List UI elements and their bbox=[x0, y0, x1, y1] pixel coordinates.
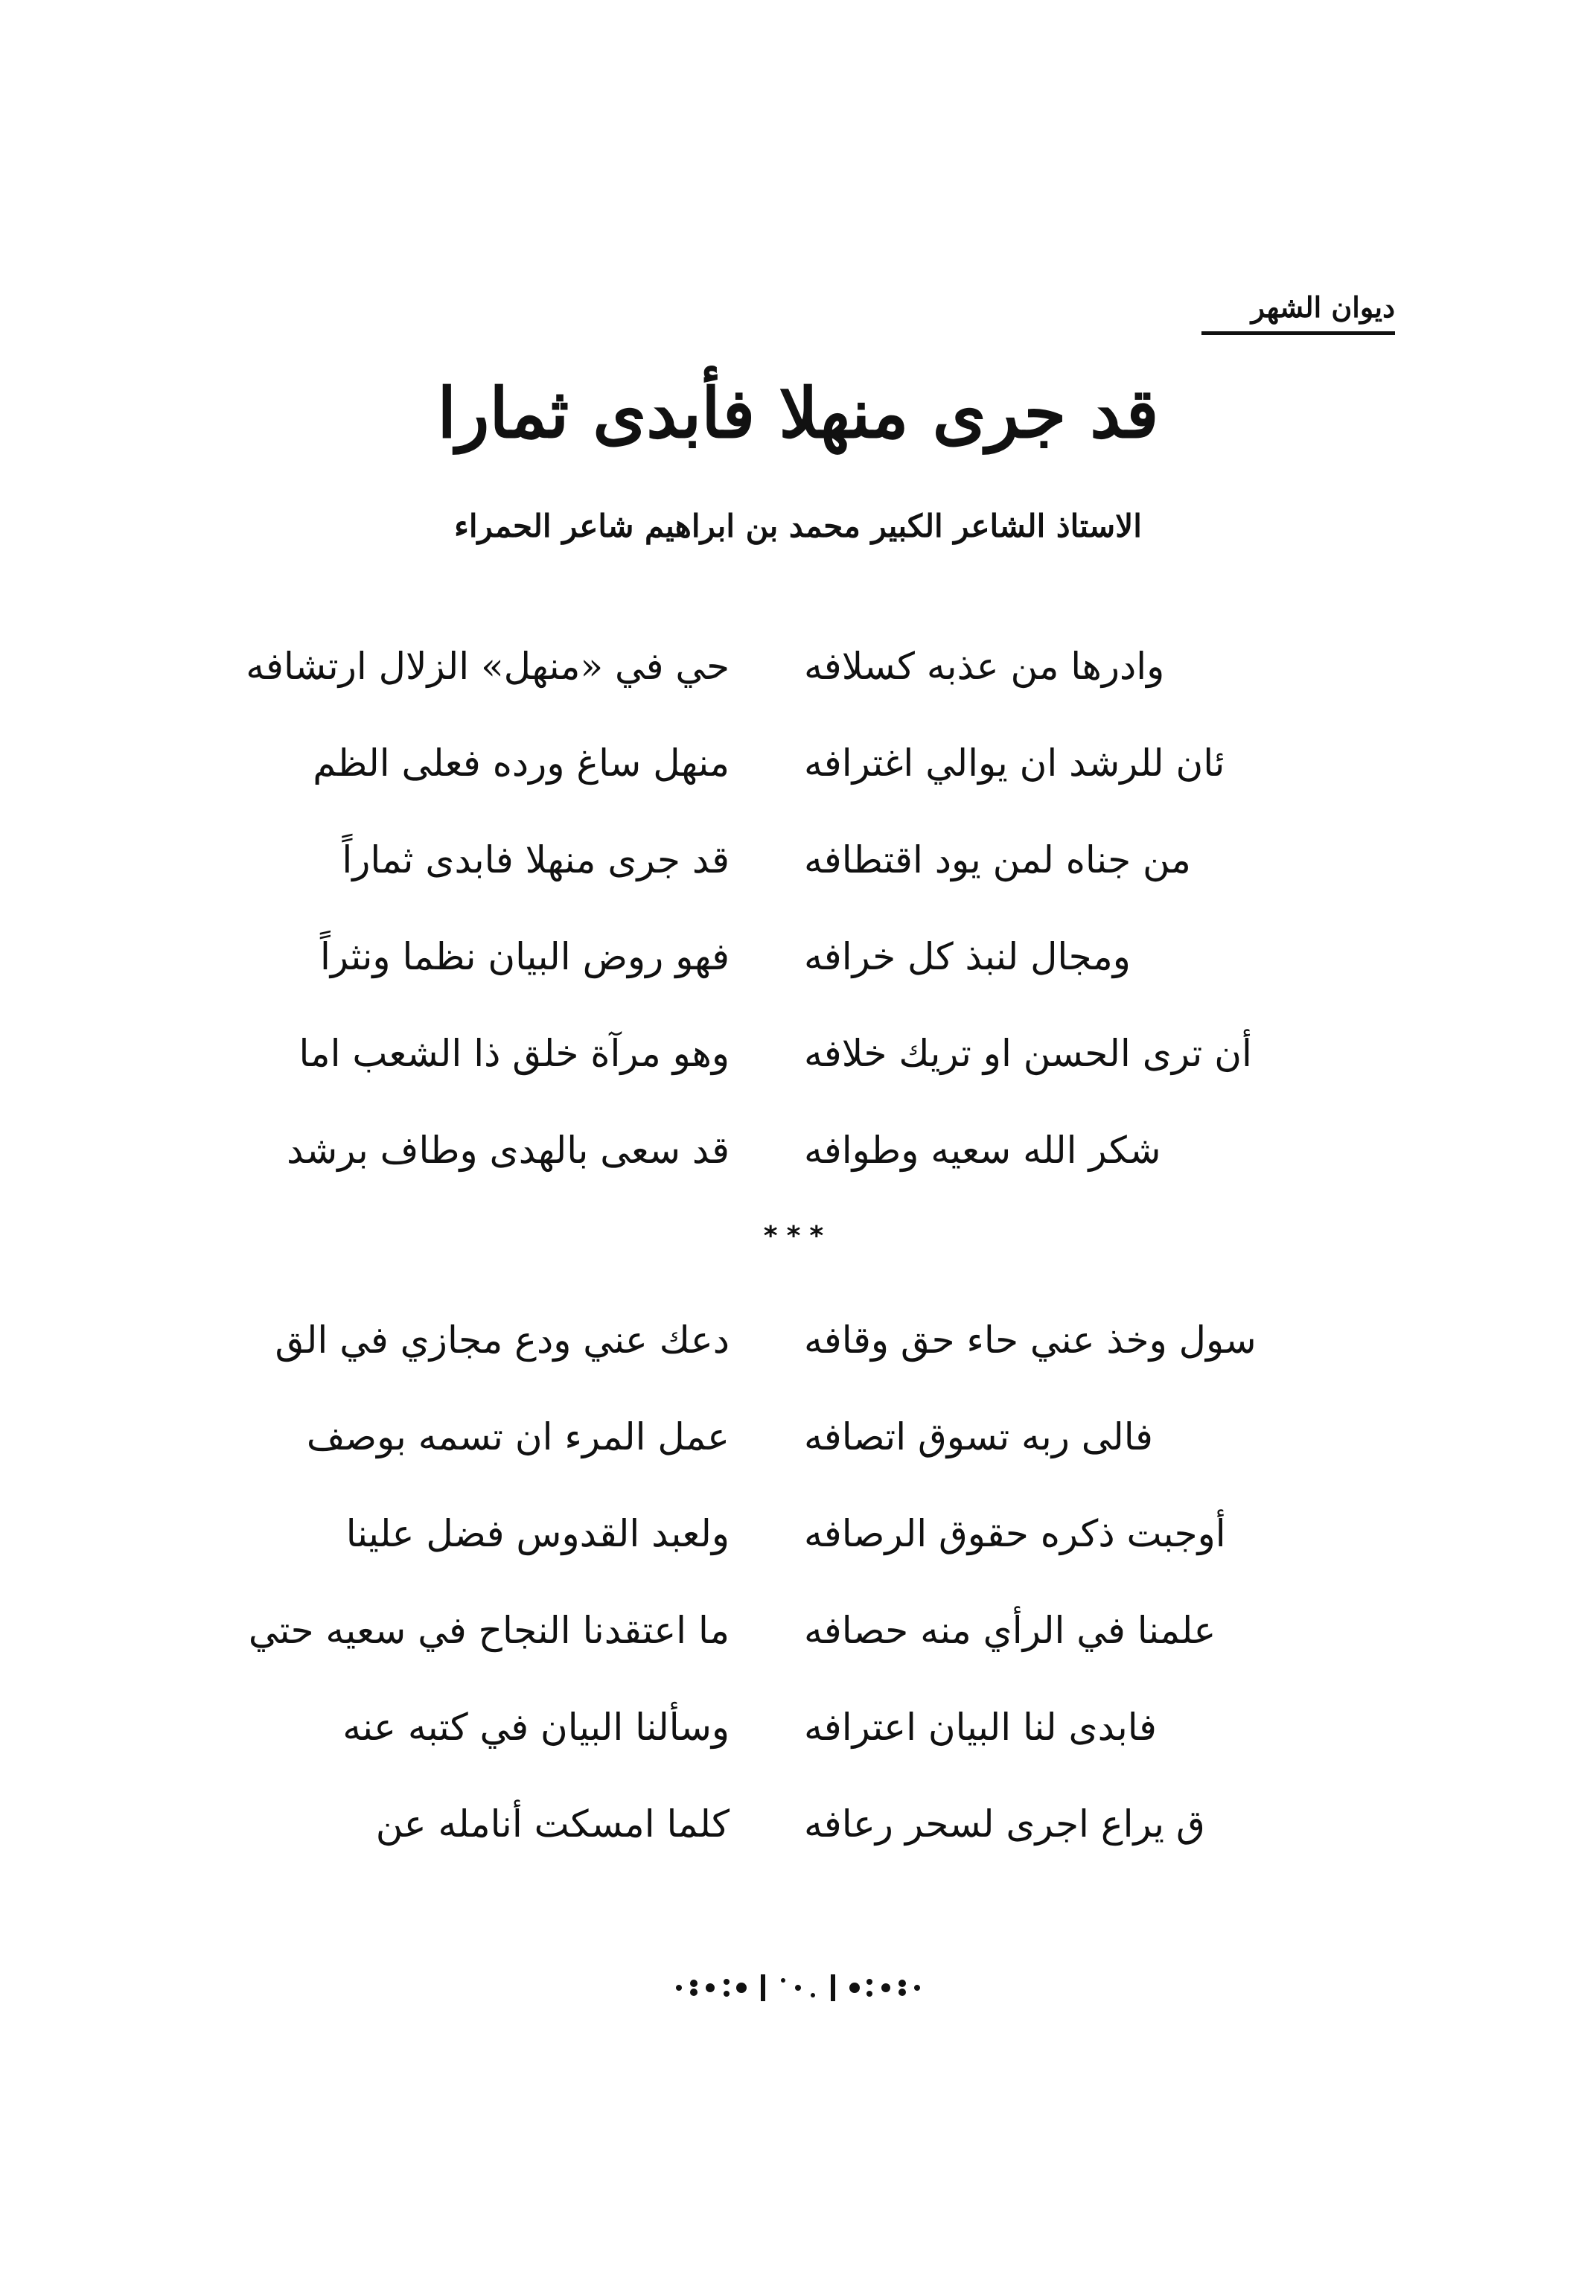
verse-first-hemistich: ما اعتقدنا النجاح في سعيه حتي bbox=[248, 1609, 730, 1652]
verse-line bbox=[223, 811, 1310, 908]
verse-first-hemistich: ولعبد القدوس فضل علينا bbox=[345, 1512, 730, 1555]
verse-first-hemistich: عمل المرء ان تسمه بوصف bbox=[306, 1415, 730, 1458]
verse-second-hemistich: من جناه لمن يود اقتطافه bbox=[804, 838, 1191, 881]
verse-second-hemistich: أوجبت ذكره حقوق الرصافه bbox=[804, 1512, 1226, 1555]
stanza-2 bbox=[223, 1292, 1310, 1872]
verse-line bbox=[223, 1679, 1310, 1776]
verse-line bbox=[223, 1005, 1310, 1102]
stanza-separator: *** bbox=[763, 1221, 833, 1251]
verse-first-hemistich: وسألنا البيان في كتبه عنه bbox=[342, 1706, 730, 1749]
verse-second-hemistich: ئان للرشد ان يوالي اغترافه bbox=[804, 742, 1225, 785]
verse-first-hemistich: منهل ساغ ورده فعلى الظم bbox=[313, 742, 730, 785]
verse-first-hemistich: وهو مرآة خلق ذا الشعب اما bbox=[299, 1032, 730, 1075]
stanza-1 bbox=[223, 618, 1310, 1199]
verse-second-hemistich: أن ترى الحسن او تريك خلافه bbox=[804, 1032, 1252, 1075]
verse-first-hemistich: فهو روض البيان نظما ونثراً bbox=[319, 935, 730, 978]
verse-first-hemistich: دعك عني ودع مجازي في الق bbox=[275, 1318, 730, 1362]
verse-second-hemistich: ق يراع اجرى لسحر رعافه bbox=[804, 1802, 1205, 1846]
verse-line bbox=[223, 1485, 1310, 1582]
verse-second-hemistich: علمنا في الرأي منه حصافه bbox=[804, 1609, 1216, 1652]
verse-second-hemistich: فابدى لنا البيان اعترافه bbox=[804, 1706, 1157, 1749]
verse-first-hemistich: كلما امسكت أنامله عن bbox=[375, 1802, 730, 1846]
end-ornament bbox=[649, 1965, 947, 2010]
verse-second-hemistich: وادرها من عذبه كسلافه bbox=[804, 645, 1165, 688]
verse-line bbox=[223, 1776, 1310, 1872]
poet-byline: الاستاذ الشاعر الكبير محمد بن ابراهيم شاعر الحمراء bbox=[454, 508, 1142, 544]
poem-title: قد جرى منهلا فأبدى ثمارا bbox=[437, 373, 1159, 453]
verse-line bbox=[223, 715, 1310, 811]
verse-first-hemistich: حي في «منهل» الزلال ارتشافه bbox=[246, 645, 730, 688]
verse-line bbox=[223, 1102, 1310, 1199]
section-tag: ديوان الشهر bbox=[1201, 290, 1395, 335]
verse-second-hemistich: ومجال لنبذ كل خرافه bbox=[804, 935, 1131, 978]
verse-line bbox=[223, 618, 1310, 715]
verse-line bbox=[223, 1292, 1310, 1388]
verse-second-hemistich: شكر الله سعيه وطوافه bbox=[804, 1129, 1161, 1172]
verse-second-hemistich: فالى ربه تسوق اتصافه bbox=[804, 1415, 1153, 1458]
verse-second-hemistich: سول وخذ عني حاء حق وقافه bbox=[804, 1318, 1257, 1362]
verse-first-hemistich: قد جرى منهلا فابدى ثماراً bbox=[342, 838, 730, 881]
verse-line bbox=[223, 1388, 1310, 1485]
verse-line bbox=[223, 908, 1310, 1005]
verse-first-hemistich: قد سعى بالهدى وطاف برشد bbox=[287, 1129, 730, 1172]
verse-line bbox=[223, 1582, 1310, 1679]
